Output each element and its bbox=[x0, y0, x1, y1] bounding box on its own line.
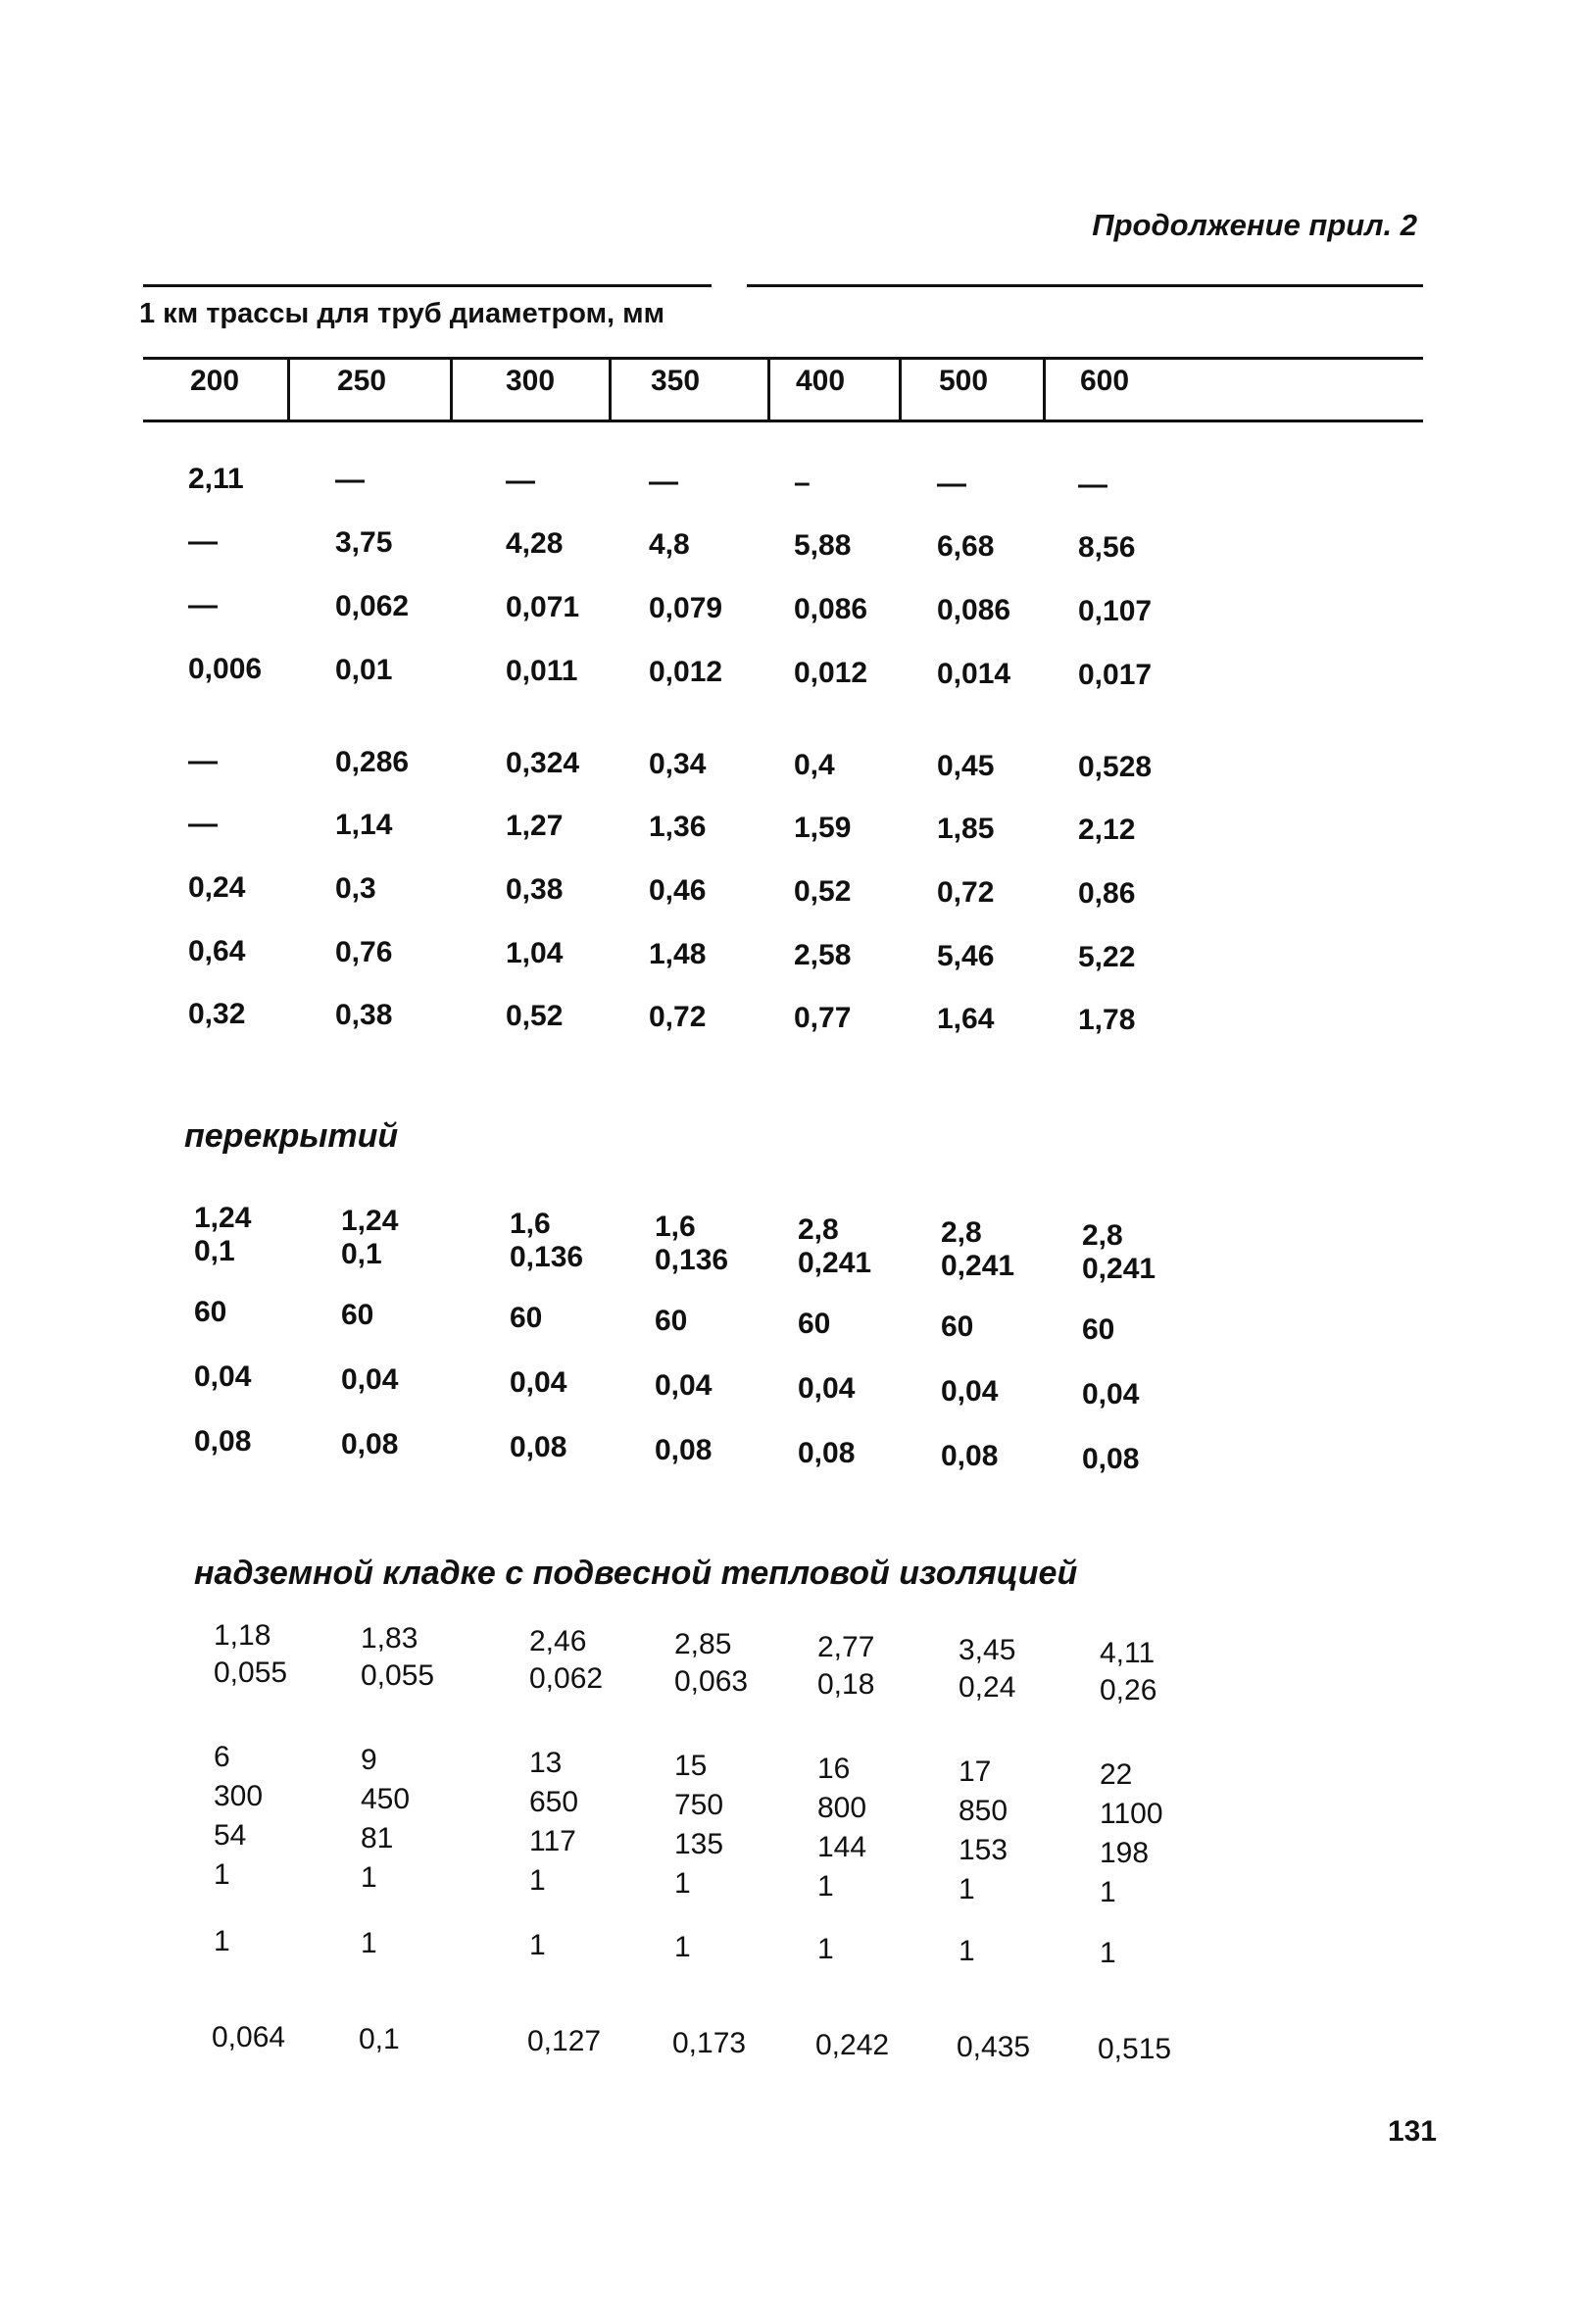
table-cell: — bbox=[188, 525, 218, 558]
table-cell: 0,242 bbox=[815, 2029, 890, 2061]
table-cell: 1 bbox=[817, 1933, 834, 1965]
table-cell: 0,08 bbox=[798, 1437, 856, 1469]
table-cell: 153 bbox=[959, 1834, 1008, 1866]
table-cell: 15 bbox=[674, 1750, 708, 1782]
table-cell: 0,286 bbox=[335, 746, 410, 778]
table-cell: 0,006 bbox=[188, 653, 263, 685]
table-cell: 0,08 bbox=[1082, 1443, 1140, 1475]
table-cell: 4,11 bbox=[1100, 1637, 1156, 1669]
table-cell: 1,18 bbox=[214, 1619, 271, 1652]
table-cell: 1,36 bbox=[649, 811, 707, 843]
table-cell: 1,24 bbox=[341, 1205, 399, 1237]
table-cell: 1,48 bbox=[649, 938, 707, 970]
table-cell: 0,08 bbox=[341, 1428, 399, 1460]
table-cell: 2,8 bbox=[1082, 1219, 1123, 1252]
table-cell: 60 bbox=[341, 1299, 374, 1331]
table-cell: 1 bbox=[361, 1927, 377, 1959]
table-cell: — bbox=[188, 589, 218, 621]
table-cell: 0,241 bbox=[941, 1250, 1015, 1282]
table-cell: 5,22 bbox=[1078, 941, 1136, 973]
table-cell: 0,064 bbox=[212, 2021, 286, 2053]
table-cell: 60 bbox=[1082, 1313, 1115, 1346]
table-cell: 1,04 bbox=[506, 937, 564, 969]
table-cell: 0,38 bbox=[506, 873, 564, 906]
table-cell: 0,04 bbox=[341, 1363, 399, 1396]
continuation-label: Продолжение прил. 2 bbox=[1092, 208, 1417, 242]
table-cell: 3,75 bbox=[335, 526, 393, 559]
table-cell: 0,4 bbox=[794, 749, 835, 781]
table-cell: 1 bbox=[214, 1858, 230, 1891]
table-cell: 0,86 bbox=[1078, 877, 1136, 910]
table-cell: 800 bbox=[817, 1792, 867, 1824]
table-cell: 22 bbox=[1100, 1758, 1133, 1791]
table-cell: 0,071 bbox=[506, 591, 580, 623]
table-cell: 0,52 bbox=[506, 1000, 564, 1032]
table-cell: 650 bbox=[529, 1786, 579, 1818]
table-cell: 3,45 bbox=[959, 1634, 1016, 1666]
table-cell: — bbox=[335, 464, 365, 496]
table-cell: 0,72 bbox=[649, 1001, 707, 1033]
table-cell: 0,063 bbox=[674, 1665, 749, 1698]
section-title-above-ground: надземной кладке с подвесной тепловой изоляцией bbox=[194, 1555, 1078, 1592]
table-cell: 0,062 bbox=[335, 590, 410, 622]
top-rule-left bbox=[143, 284, 712, 287]
table-cell: 0,528 bbox=[1078, 751, 1153, 783]
table-cell: 0,32 bbox=[188, 998, 246, 1030]
table-cell: 0,173 bbox=[672, 2027, 747, 2059]
table-cell: 0,127 bbox=[527, 2025, 602, 2057]
table-cell: 2,85 bbox=[674, 1628, 732, 1660]
table-cell: 2,11 bbox=[188, 463, 244, 495]
table-cell: 135 bbox=[674, 1828, 724, 1860]
table-cell: 1,6 bbox=[510, 1208, 551, 1240]
table-cell: 144 bbox=[817, 1831, 867, 1863]
table-cell: 4,28 bbox=[506, 527, 564, 560]
col-divider bbox=[287, 359, 290, 421]
column-header: 300 bbox=[506, 365, 556, 397]
table-cell: 5,88 bbox=[794, 529, 852, 562]
table-cell: 1 bbox=[361, 1861, 377, 1894]
table-cell: 0,055 bbox=[361, 1659, 435, 1692]
table-cell: 850 bbox=[959, 1795, 1008, 1827]
table-cell: 81 bbox=[361, 1822, 394, 1854]
table-cell: 54 bbox=[214, 1819, 247, 1852]
table-cell: 1,59 bbox=[794, 812, 852, 844]
table-cell: 0,241 bbox=[1082, 1253, 1156, 1285]
table-cell: 0,515 bbox=[1098, 2033, 1172, 2065]
table-cell: 6,68 bbox=[937, 530, 995, 563]
table-cell: 0,3 bbox=[335, 872, 376, 905]
table-cell: 0,04 bbox=[1082, 1378, 1140, 1410]
table-cell: 0,079 bbox=[649, 592, 723, 624]
table-cell: 1 bbox=[529, 1929, 546, 1961]
table-cell: 60 bbox=[655, 1305, 688, 1337]
table-cell: 1,85 bbox=[937, 813, 995, 845]
table-cell: 0,1 bbox=[194, 1235, 235, 1267]
table-cell: 0,34 bbox=[649, 748, 707, 780]
table-cell: 9 bbox=[361, 1744, 377, 1776]
table-cell: 0,107 bbox=[1078, 595, 1153, 627]
table-cell: 0,38 bbox=[335, 999, 393, 1031]
table-cell: 2,58 bbox=[794, 939, 852, 971]
table-cell: — bbox=[506, 465, 535, 497]
table-cell: 0,014 bbox=[937, 658, 1011, 690]
table-cell: 0,72 bbox=[937, 876, 995, 909]
table-cell: 1100 bbox=[1100, 1798, 1163, 1830]
table-cell: 0,012 bbox=[649, 656, 723, 688]
table-cell: 1 bbox=[959, 1873, 975, 1905]
table-cell: 1 bbox=[1100, 1937, 1116, 1969]
table-cell: 17 bbox=[959, 1755, 992, 1788]
table-cell: 1,14 bbox=[335, 809, 393, 841]
table-cell: 0,324 bbox=[506, 747, 580, 779]
table-cell: 0,04 bbox=[798, 1372, 856, 1405]
table-cell: 60 bbox=[798, 1308, 831, 1340]
table-cell: 4,8 bbox=[649, 528, 690, 561]
table-cell: 0,24 bbox=[188, 871, 246, 904]
table-cell: 0,136 bbox=[510, 1241, 584, 1273]
table-cell: 0,04 bbox=[194, 1360, 252, 1393]
table-cell: 300 bbox=[214, 1780, 264, 1812]
table-cell: 13 bbox=[529, 1747, 563, 1779]
table-title: 1 км трассы для труб диаметром, мм bbox=[139, 298, 665, 329]
table-cell: 450 bbox=[361, 1783, 411, 1815]
header-rule-top bbox=[143, 357, 1423, 360]
column-header: 500 bbox=[939, 365, 989, 397]
table-cell: 0,017 bbox=[1078, 659, 1153, 691]
col-divider bbox=[450, 359, 453, 421]
table-cell: 0,26 bbox=[1100, 1674, 1157, 1706]
table-cell: 0,435 bbox=[957, 2031, 1031, 2063]
table-cell: 0,08 bbox=[194, 1425, 252, 1458]
table-cell: 16 bbox=[817, 1753, 851, 1785]
section-title-overlaps: перекрытий bbox=[184, 1117, 399, 1155]
table-cell: 0,64 bbox=[188, 935, 246, 967]
table-cell: 0,012 bbox=[794, 657, 868, 689]
table-cell: 6 bbox=[214, 1741, 230, 1773]
table-cell: 0,08 bbox=[655, 1434, 713, 1466]
table-cell: 0,011 bbox=[506, 655, 578, 687]
table-cell: 198 bbox=[1100, 1837, 1150, 1869]
col-divider bbox=[1043, 359, 1046, 421]
table-cell: 0,04 bbox=[655, 1369, 713, 1402]
table-cell: 0,52 bbox=[794, 875, 852, 908]
table-cell: 0,18 bbox=[817, 1668, 875, 1701]
col-divider bbox=[899, 359, 902, 421]
table-cell: — bbox=[188, 808, 218, 840]
table-cell: 60 bbox=[941, 1310, 974, 1343]
column-header: 200 bbox=[190, 365, 240, 397]
table-cell: 2,77 bbox=[817, 1631, 875, 1663]
table-cell: – bbox=[794, 467, 811, 499]
table-cell: 1 bbox=[1100, 1876, 1116, 1908]
col-divider bbox=[767, 359, 770, 421]
table-cell: 0,08 bbox=[941, 1440, 999, 1472]
table-cell: 0,45 bbox=[937, 750, 995, 782]
column-header: 400 bbox=[796, 365, 846, 397]
table-cell: 8,56 bbox=[1078, 531, 1136, 564]
table-cell: 1,24 bbox=[194, 1202, 252, 1234]
table-cell: 2,46 bbox=[529, 1625, 587, 1657]
table-cell: 0,76 bbox=[335, 936, 393, 968]
table-cell: 2,8 bbox=[941, 1216, 982, 1249]
top-rule-right bbox=[747, 284, 1423, 287]
table-cell: 0,04 bbox=[510, 1366, 567, 1399]
table-cell: 2,12 bbox=[1078, 814, 1136, 846]
table-cell: 0,086 bbox=[937, 594, 1011, 626]
table-cell: 1,83 bbox=[361, 1622, 418, 1655]
table-cell: 0,08 bbox=[510, 1431, 567, 1463]
table-cell: 1 bbox=[817, 1870, 834, 1903]
header-rule-bottom bbox=[143, 420, 1423, 422]
table-cell: 1 bbox=[529, 1864, 546, 1897]
table-cell: — bbox=[188, 745, 218, 777]
column-header: 600 bbox=[1080, 365, 1130, 397]
table-cell: 0,1 bbox=[359, 2023, 400, 2055]
page-number: 131 bbox=[1387, 2115, 1437, 2148]
table-cell: — bbox=[1078, 469, 1107, 501]
table-cell: 750 bbox=[674, 1789, 724, 1821]
table-cell: 1 bbox=[674, 1867, 691, 1900]
table-cell: 1,64 bbox=[937, 1003, 995, 1035]
table-cell: 1,6 bbox=[655, 1211, 696, 1243]
table-cell: 1,78 bbox=[1078, 1004, 1136, 1036]
table-cell: — bbox=[649, 466, 678, 498]
table-cell: 0,24 bbox=[959, 1671, 1016, 1704]
table-cell: 1 bbox=[674, 1931, 691, 1963]
table-cell: 0,01 bbox=[335, 654, 393, 686]
table-cell: 1 bbox=[214, 1925, 230, 1957]
table-cell: 2,8 bbox=[798, 1213, 839, 1246]
table-cell: 5,46 bbox=[937, 940, 995, 972]
table-cell: 0,136 bbox=[655, 1244, 729, 1276]
column-header: 250 bbox=[337, 365, 387, 397]
table-cell: 0,04 bbox=[941, 1375, 999, 1408]
table-cell: 0,77 bbox=[794, 1002, 852, 1034]
table-cell: 1,27 bbox=[506, 810, 564, 842]
table-cell: 60 bbox=[194, 1296, 227, 1328]
table-cell: 0,1 bbox=[341, 1238, 382, 1270]
table-cell: 0,055 bbox=[214, 1656, 288, 1689]
table-cell: — bbox=[937, 468, 966, 500]
table-cell: 1 bbox=[959, 1935, 975, 1967]
table-cell: 0,062 bbox=[529, 1662, 604, 1695]
table-cell: 0,086 bbox=[794, 593, 868, 625]
col-divider bbox=[609, 359, 612, 421]
column-header: 350 bbox=[651, 365, 701, 397]
table-cell: 117 bbox=[529, 1825, 576, 1857]
table-cell: 0,241 bbox=[798, 1247, 872, 1279]
table-cell: 0,46 bbox=[649, 874, 707, 907]
table-cell: 60 bbox=[510, 1302, 543, 1334]
